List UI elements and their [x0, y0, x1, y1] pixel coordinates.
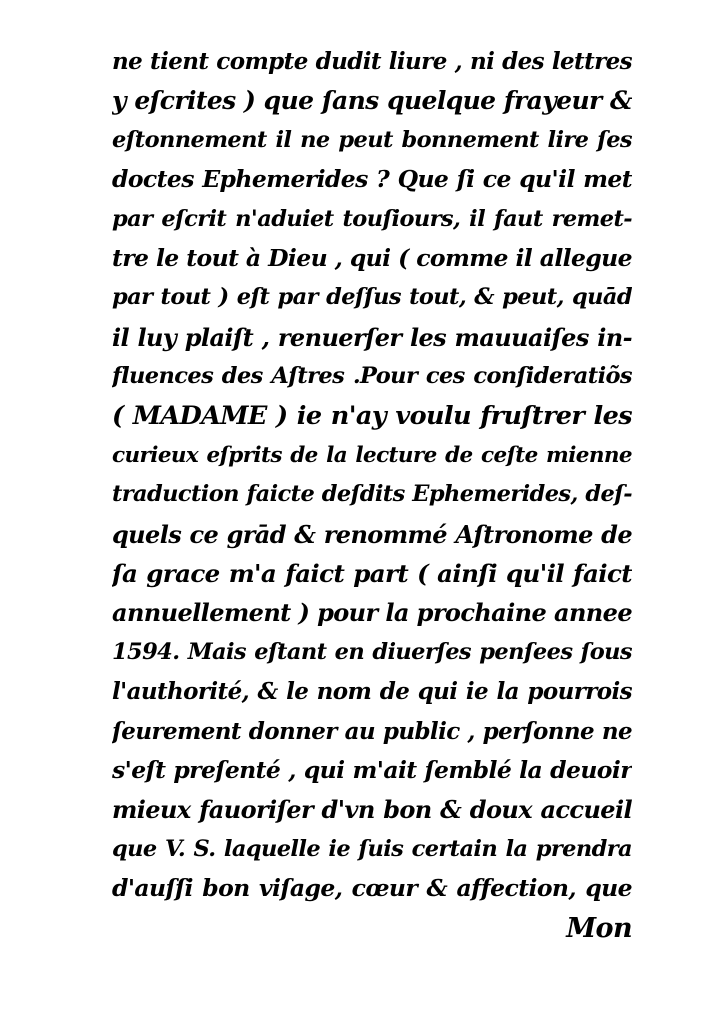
text-line: 1594. Mais eſtant en diuerſes penſees ſous [112, 638, 632, 665]
text-line: ſeurement donner au public , perſonne ne [112, 717, 632, 745]
text-line: doctes Ephemerides ? Que ſi ce qu'il met [112, 165, 632, 194]
text-line: ne tient compte dudit liure , ni des lettres [112, 48, 632, 75]
text-line: ſa grace m'a faict part ( ainſi qu'il faict [112, 559, 632, 589]
text-line: eſtonnement il ne peut bonnement lire ſes [112, 126, 632, 153]
text-line: traduction faicte deſdits Ephemerides, deſ- [112, 481, 632, 508]
text-line: l'authorité, & le nom de qui ie la pourrois [112, 678, 632, 706]
text-line: curieux eſprits de la lecture de ceſte mienne [112, 442, 632, 468]
text-line: quels ce grād & renommé Aſtronome de [112, 519, 632, 549]
text-line: d'auſſi bon viſage, cœur & affection, que [112, 874, 632, 903]
text-line: par eſcrit n'aduiet touſiours, il faut remet- [112, 205, 632, 232]
text-line: y eſcrites ) que ſans quelque frayeur & [112, 86, 632, 116]
catchword: Mon [566, 912, 632, 944]
body-text [112, 42, 632, 948]
text-line: s'eſt preſenté , qui m'ait ſemblé la deuoir [112, 756, 632, 785]
text-line: il luy plaiſt , renuerſer les mauuaiſes in- [112, 322, 632, 352]
text-line: annuellement ) pour la prochaine annee [112, 598, 632, 628]
text-line: tre le tout à Dieu , qui ( comme il allegue [112, 243, 632, 272]
text-line: que V. S. laquelle ie ſuis certain la prendra [112, 835, 632, 862]
text-line: fluences des Aſtres .Pour ces conſideratiõs [112, 363, 632, 390]
text-line: mieux fauoriſer d'vn bon & doux accueil [112, 795, 632, 825]
text-line: par tout ) eſt par deſſus tout, & peut, quād [112, 284, 632, 311]
text-line: ( MADAME ) ie n'ay voulu fruſtrer les [112, 400, 632, 431]
